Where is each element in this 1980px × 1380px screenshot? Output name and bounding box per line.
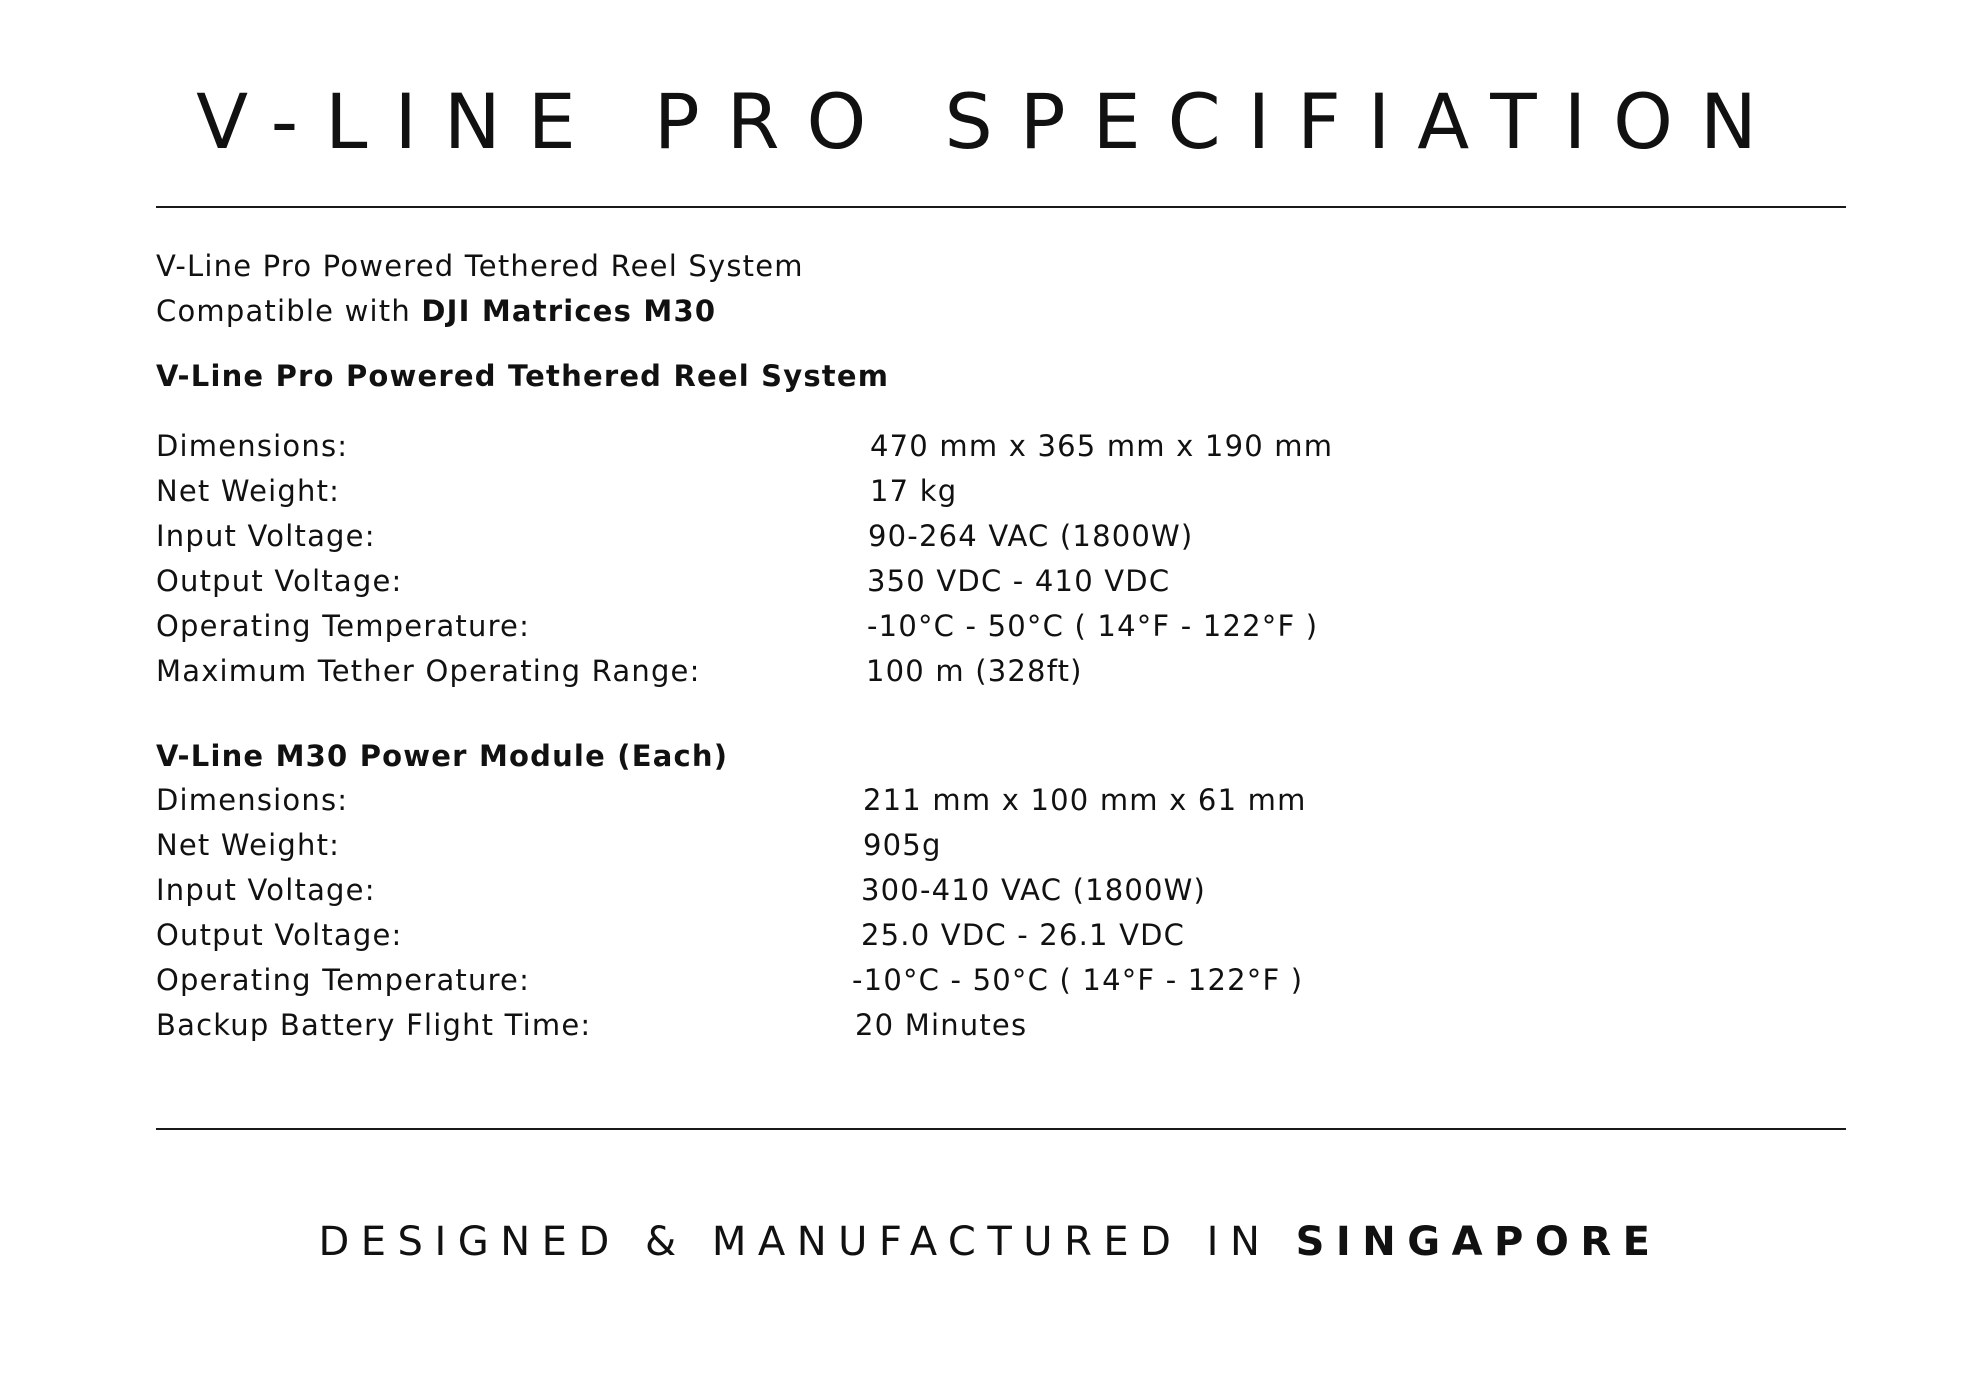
compatibility-prefix: Compatible with: [156, 294, 422, 328]
module-spec-row: [156, 958, 1556, 1003]
spec-label: Maximum Tether Operating Range:: [156, 654, 701, 688]
footer-country: SINGAPORE: [1295, 1219, 1662, 1265]
page-title: V-LINE PRO SPECIFIATION: [196, 77, 1784, 166]
reel-spec-row: [156, 424, 1556, 469]
spec-value: 17 kg: [870, 474, 958, 508]
intro-product-line: V-Line Pro Powered Tethered Reel System: [156, 249, 804, 283]
spec-label: Backup Battery Flight Time:: [156, 1008, 592, 1042]
spec-label: Operating Temperature:: [156, 963, 531, 997]
spec-label: Dimensions:: [156, 429, 349, 463]
reel-spec-row: [156, 514, 1556, 559]
reel-spec-row: [156, 649, 1556, 694]
reel-spec-row: [156, 604, 1556, 649]
spec-label: Input Voltage:: [156, 519, 376, 553]
footer-tagline: [0, 1212, 1980, 1272]
spec-value: 25.0 VDC - 26.1 VDC: [861, 918, 1186, 952]
bottom-divider: [156, 1128, 1846, 1130]
module-section-heading: V-Line M30 Power Module (Each): [156, 739, 729, 773]
reel-section-heading: V-Line Pro Powered Tethered Reel System: [156, 359, 890, 393]
module-spec-row: [156, 868, 1556, 913]
spec-label: Net Weight:: [156, 474, 341, 508]
compatible-drone-model: DJI Matrices M30: [421, 294, 717, 328]
reel-spec-row: [156, 559, 1556, 604]
module-spec-row: [156, 1003, 1556, 1048]
spec-value: 905g: [863, 828, 942, 862]
spec-label: Output Voltage:: [156, 564, 403, 598]
spec-value: 350 VDC - 410 VDC: [867, 564, 1171, 598]
reel-spec-row: [156, 469, 1556, 514]
intro-block: [156, 244, 804, 334]
spec-value: 20 Minutes: [855, 1008, 1028, 1042]
spec-value: -10°C - 50°C ( 14°F - 122°F ): [852, 963, 1304, 997]
module-spec-row: [156, 823, 1556, 868]
spec-label: Output Voltage:: [156, 918, 403, 952]
top-divider: [156, 206, 1846, 208]
spec-value: 100 m (328ft): [866, 654, 1083, 688]
module-spec-row: [156, 778, 1556, 823]
spec-value: 470 mm x 365 mm x 190 mm: [870, 429, 1334, 463]
spec-value: 211 mm x 100 mm x 61 mm: [863, 783, 1307, 817]
spec-label: Dimensions:: [156, 783, 349, 817]
module-spec-row: [156, 913, 1556, 958]
spec-value: -10°C - 50°C ( 14°F - 122°F ): [867, 609, 1319, 643]
spec-value: 300-410 VAC (1800W): [861, 873, 1207, 907]
spec-label: Operating Temperature:: [156, 609, 531, 643]
spec-label: Input Voltage:: [156, 873, 376, 907]
spec-value: 90-264 VAC (1800W): [868, 519, 1194, 553]
intro-compatibility-line: [156, 289, 804, 334]
spec-label: Net Weight:: [156, 828, 341, 862]
footer-prefix: DESIGNED & MANUFACTURED IN: [318, 1219, 1296, 1265]
